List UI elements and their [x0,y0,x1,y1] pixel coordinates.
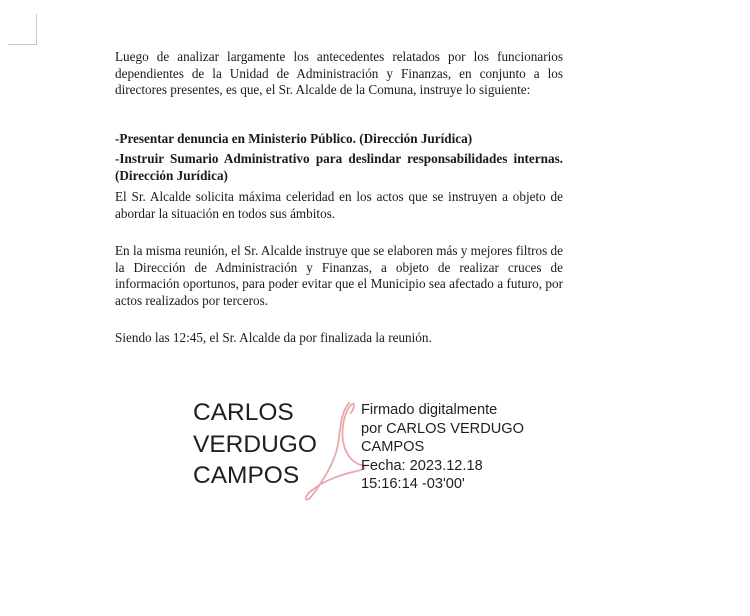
signature-time-line: 15:16:14 -03'00' [361,476,465,492]
signature-date-line: Fecha: 2023.12.18 [361,457,483,474]
adobe-signature-icon [299,399,369,503]
signature-mark-stroke [306,403,365,499]
digital-signature [193,397,553,507]
signer-name-line: VERDUGO [193,430,317,458]
celerity-paragraph: El Sr. Alcalde solicita máxima celeridad en los actos que se instruyen a objeto de abordar la situación en todos sus ámbitos. [115,189,563,221]
document-page [115,49,563,347]
signer-name-line: CAMPOS [193,462,300,489]
closing-paragraph: Siendo las 12:45, el Sr. Alcalde da por finalizada la reunión. [115,330,432,345]
signature-details [361,401,524,494]
signer-name-line: CARLOS [193,399,294,426]
signature-detail-line: CAMPOS [361,439,425,455]
instruction-sumario: -Instruir Sumario Administrativo para deslindar responsabilidades internas. (Dirección Jurídica) [115,151,563,183]
intro-paragraph: Luego de analizar largamente los antecedentes relatados por los funcionarios dependientes de la Unidad de Administración y Finanzas, en conjunto a los directores presentes, es que, el Sr. Alcalde de la Comuna, instruye lo siguiente: [115,49,563,97]
instruction-denuncia: -Presentar denuncia en Ministerio Público. (Dirección Jurídica) [115,130,473,146]
signature-detail-line: Firmado digitalmente [361,402,498,418]
page-corner-mark [8,14,37,45]
filters-paragraph: En la misma reunión, el Sr. Alcalde instruye que se elaboren más y mejores filtros de la Dirección de Administración y Finanzas, a objeto de realizar cruces de información oportunos, para poder evitar que el Municipio sea afectado a futuro, por actos realizados por terceros. [115,243,563,308]
signature-detail-line: por CARLOS VERDUGO [361,420,525,437]
